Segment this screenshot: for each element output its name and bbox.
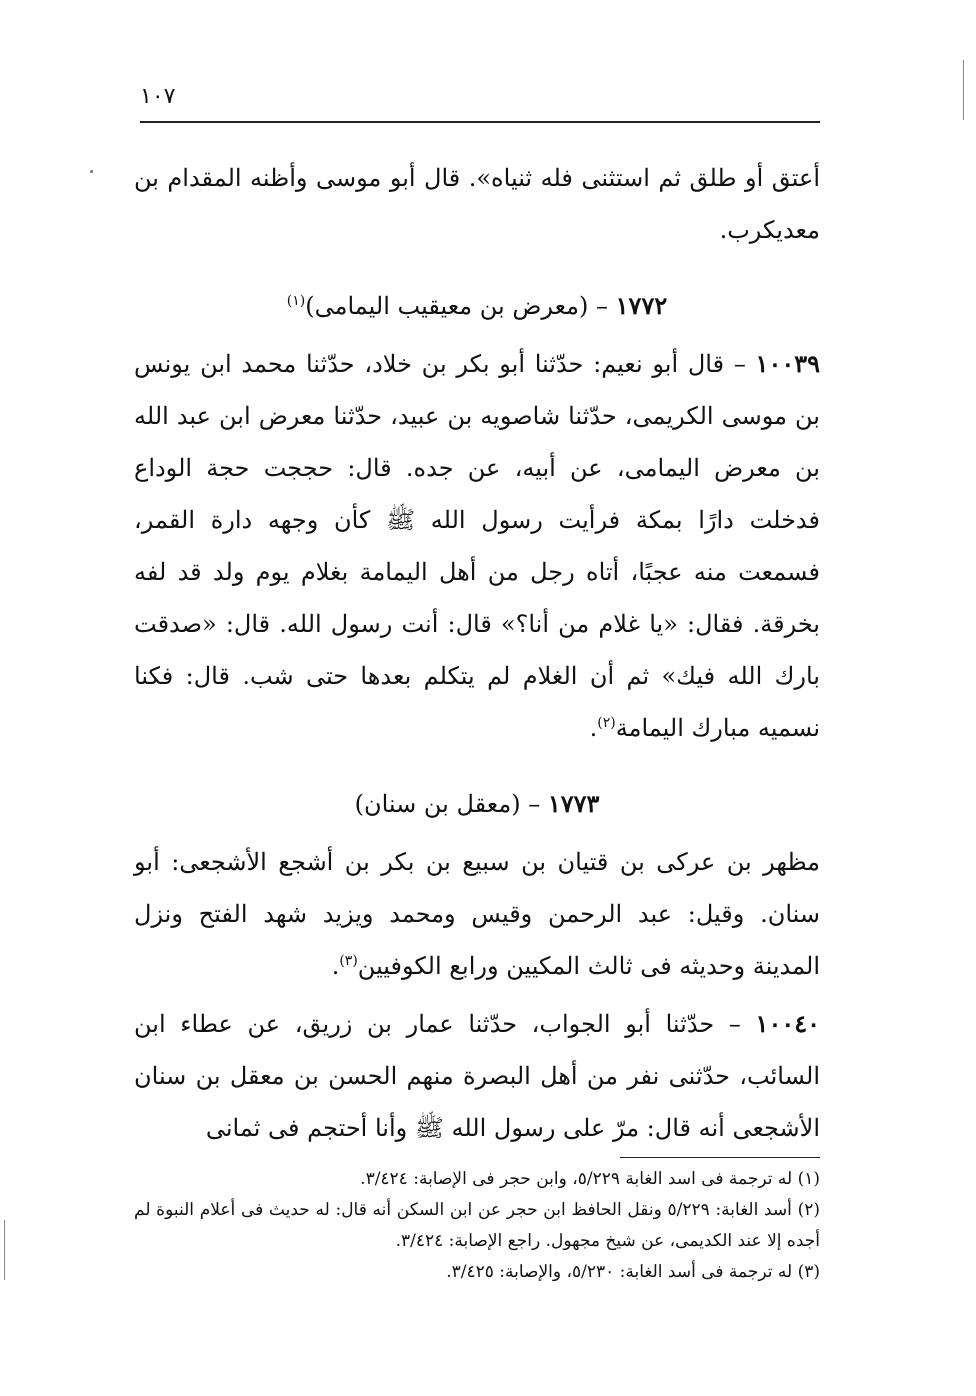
footnote-rule	[620, 1157, 820, 1158]
hadith-number: ١٠٠٣٩	[755, 349, 820, 378]
entry-heading-1773	[134, 778, 820, 830]
entry-heading-1772	[134, 280, 820, 332]
biography-paragraph	[134, 836, 820, 992]
entry-number: ١٧٧٣	[547, 789, 600, 818]
footnote-3: (٣) له ترجمة فى أسد الغابة: ٥/٢٣٠، والإصابة: ٣/٤٢٥.	[446, 1262, 820, 1282]
biography-text: مظهر بن عركى بن قتيان بن سبيع بن بكر بن أشجع الأشجعى: أبو سنان. وقيل: عبد الرحمن وقيس ومحمد ويزيد شهد الفتح ونزل المدينة وحديثه فى ثالث المكيين ورابع الكوفيين	[134, 848, 820, 980]
entry-title: – (معرض بن معيقيب اليمامى)	[305, 292, 616, 320]
page-number: ١٠٧	[140, 84, 176, 109]
footnote-2: (٢) أسد الغابة: ٥/٢٢٩ ونقل الحافظ ابن حجر عن ابن السكن أنه قال: له حديث فى أعلام النبوة لم أجده إلا عند الكديمى، عن شيخ مجهول. راجع الإصابة: ٣/٤٢٤.	[134, 1200, 820, 1251]
hadith-text: – حدّثنا أبو الجواب، حدّثنا عمار بن زريق، عن عطاء ابن السائب، حدّثنى نفر من أهل البصرة منهم الحسن بن معقل بن سنان الأشجعى أنه قال: مرّ على رسول الله ﷺ وأنا أحتجم فى ثمانى	[134, 1010, 821, 1142]
footnotes	[134, 1164, 820, 1288]
sentence-end: .	[331, 952, 340, 980]
scan-speck	[90, 170, 93, 173]
hadith-10040	[134, 998, 820, 1154]
hadith-text: – قال أبو نعيم: حدّثنا أبو بكر بن خلاد، حدّثنا محمد ابن يونس بن موسى الكريمى، حدّثنا شاصويه بن عبيد، حدّثنا معرض ابن عبد الله بن معرض اليمامى، عن أبيه، عن جده. قال: حججت حجة الوداع فدخلت دارًا بمكة فرأيت رسول الله ﷺ كأن وجهه دارة القمر، فسمعت منه عجبًا، أتاه رجل من أهل اليمامة بغلام يوم ولد قد لفه بخرقة. فقال: «يا غلام من أنا؟» قال: أنت رسول الله. قال: «صدقت بارك الله فيك» ثم أن الغلام لم يتكلم بعدها حتى شب. قال: فكنا نسميه مبارك اليمامة	[134, 350, 820, 742]
header-rule	[140, 121, 820, 123]
entry-title: – (معقل بن سنان)	[354, 790, 548, 818]
footnote-ref: (٢)	[597, 715, 616, 731]
paragraph-text: أعتق أو طلق ثم استثنى فله ثنياه». قال أبو موسى وأظنه المقدام بن معديكرب.	[134, 164, 820, 244]
footnote-ref: (٣)	[339, 953, 358, 969]
paragraph-continuation	[134, 152, 820, 256]
main-text	[134, 152, 820, 1154]
hadith-number: ١٠٠٤٠	[755, 1009, 820, 1038]
scan-edge-mark	[963, 60, 964, 120]
footnote-ref: (١)	[286, 293, 306, 309]
sentence-end: .	[589, 714, 598, 742]
footnote-1: (١) له ترجمة فى اسد الغابة ٥/٢٢٩، وابن حجر فى الإصابة: ٣/٤٢٤.	[360, 1169, 820, 1189]
hadith-10039	[134, 338, 820, 754]
scan-edge-mark	[4, 1220, 5, 1280]
entry-number: ١٧٧٢	[615, 291, 668, 320]
